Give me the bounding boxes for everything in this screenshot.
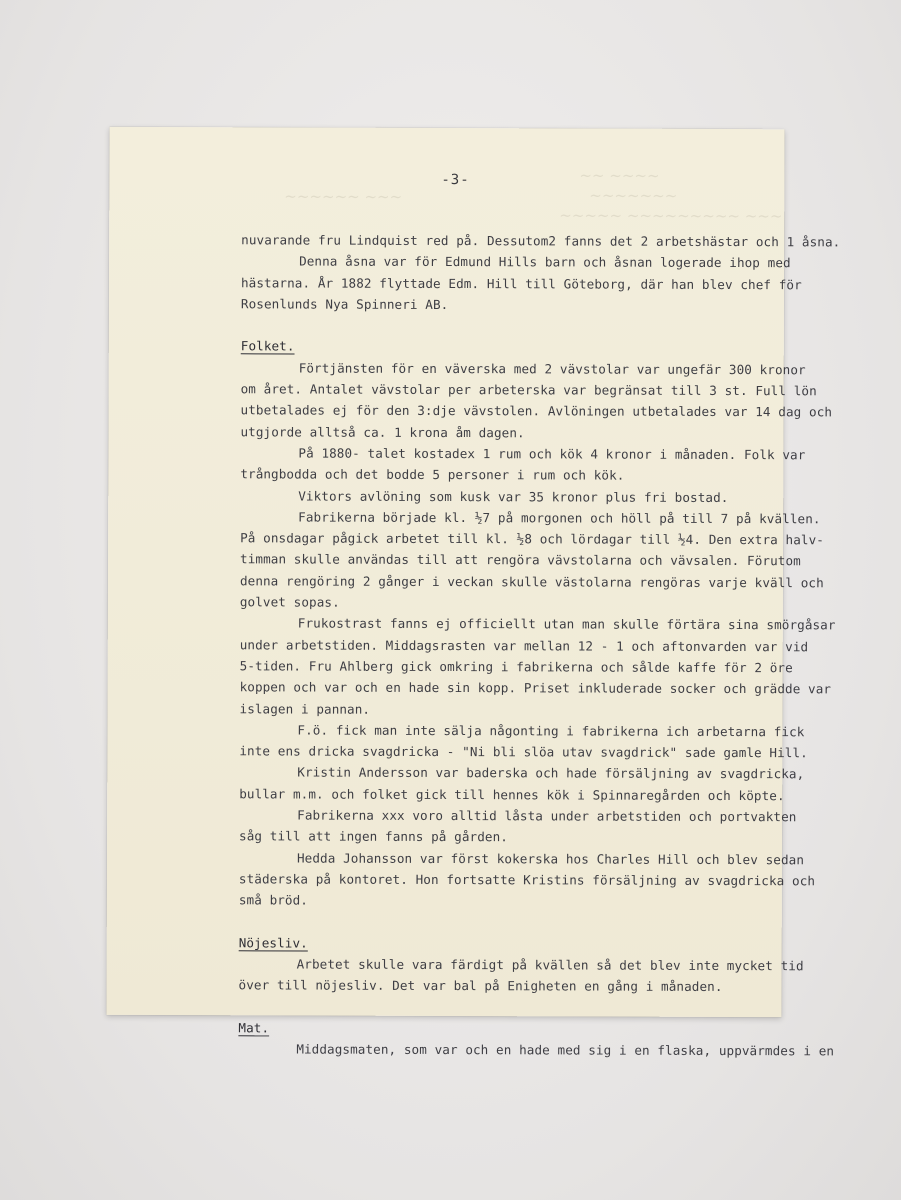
- text-line: timman skulle användas till att rengöra vävstolarna och vävsalen. Förutom: [240, 551, 801, 569]
- text-line: utgjorde alltså ca. 1 krona åm dagen.: [240, 423, 525, 440]
- paragraph-gap: [239, 911, 779, 934]
- text-line: 5-tiden. Fru Ahlberg gick omkring i fabrikerna och sålde kaffe för 2 öre: [239, 658, 793, 676]
- text-line: små bröd.: [238, 892, 309, 908]
- text-line: islagen i pannan.: [239, 700, 371, 717]
- text-line: Frukostrast fanns ej officiellt utan man skulle förtära sina smörgåsar: [297, 615, 836, 633]
- section-heading: Nöjesliv.: [238, 935, 308, 951]
- text-line: På 1880- talet kostadex 1 rum och kök 4 kronor i månaden. Folk var: [298, 445, 806, 463]
- text-line: utbetalades ej för den 3:dje vävstolen. Avlöningen utbetalades var 14 dag och: [240, 402, 833, 420]
- text-line: Hedda Johansson var först kokerska hos Charles Hill och blev sedan: [296, 850, 805, 867]
- text-line: om året. Antalet vävstolar per arbeterska var begränsat till 3 st. Full lön: [240, 381, 817, 399]
- text-line: Kristin Andersson var baderska och hade försäljning av svagdricka,: [297, 764, 805, 782]
- bleed-through-handwriting: ~~~~~~ ~~~: [284, 187, 403, 206]
- section-heading-row: [239, 932, 779, 955]
- text-line: nuvarande fru Lindquist red på. Dessutom2 fanns det 2 arbetshästar och 1 åsna.: [241, 232, 841, 250]
- section-heading: Folket.: [240, 338, 295, 354]
- text-line: städerska på kontoret. Hon fortsatte Kristins försäljning av svagdricka och: [238, 871, 816, 889]
- text-line: Fabrikerna började kl. ½7 på morgonen och höll på till 7 på kvällen.: [298, 509, 821, 527]
- text-line: trångbodda och det bodde 5 personer i rum och kök.: [240, 466, 625, 483]
- document-page: [106, 127, 841, 1059]
- text-line: såg till att ingen fanns på gården.: [239, 828, 508, 845]
- text-line: Middagsmaten, som var och en hade med sig i en flaska, uppvärmdes i en: [296, 1041, 835, 1059]
- text-line: Denna åsna var för Edmund Hills barn och åsnan logerade ihop med: [299, 253, 791, 271]
- document-body: [238, 229, 841, 1061]
- text-line: bullar m.m. och folket gick till hennes kök i Spinnaregården och köpte.: [239, 786, 785, 803]
- text-line: Fabrikerna xxx voro alltid låsta under arbetstiden och portvakten: [297, 807, 797, 825]
- text-line: över till nöjesliv. Det var bal på Enigheten en gång i månaden.: [238, 977, 723, 995]
- paragraph-gap: [241, 314, 781, 337]
- bleed-through-handwriting: ~~~~~ ~~~~~~~~~ ~~~: [559, 206, 783, 226]
- section-heading-row: [241, 336, 781, 359]
- text-line: denna rengöring 2 gånger i veckan skulle västolarna rengöras varje kväll och: [239, 573, 824, 591]
- section-heading: Mat.: [238, 1020, 270, 1036]
- text-line: hästarna. År 1882 flyttade Edm. Hill till Göteborg, där han blev chef för: [240, 274, 802, 292]
- paragraph-gap: [238, 996, 778, 1019]
- section-heading-row: [238, 1017, 778, 1040]
- page-number: -3-: [441, 171, 470, 189]
- text-line: golvet sopas.: [239, 594, 340, 610]
- bleed-through-handwriting: ~~~~~~~: [589, 186, 678, 205]
- text-line: under arbetstiden. Middagsrasten var mellan 12 - 1 och aftonvarden var vid: [239, 636, 809, 654]
- text-line: inte ens dricka svagdricka - "Ni bli slöa utav svagdrick" sade gamle Hill.: [239, 743, 808, 761]
- text-line: Arbetet skulle vara färdigt på kvällen så det blev inte mycket tid: [296, 956, 804, 974]
- text-line: Förtjänsten för en väverska med 2 vävstolar var ungefär 300 kronor: [298, 360, 806, 378]
- text-line: F.ö. fick man inte sälja någonting i fabrikerna ich arbetarna fick: [297, 722, 805, 740]
- text-line: koppen och var och en hade sin kopp. Priset inkluderade socker och grädde var: [239, 679, 832, 697]
- bleed-through-handwriting: ~~ ~~~~: [579, 166, 660, 185]
- text-line: Viktors avlöning som kusk var 35 kronor plus fri bostad.: [298, 488, 729, 505]
- text-line: På onsdagar pågick arbetet till kl. ½8 och lördagar till ½4. Den extra halv-: [240, 530, 824, 548]
- text-line: Rosenlunds Nya Spinneri AB.: [240, 296, 449, 312]
